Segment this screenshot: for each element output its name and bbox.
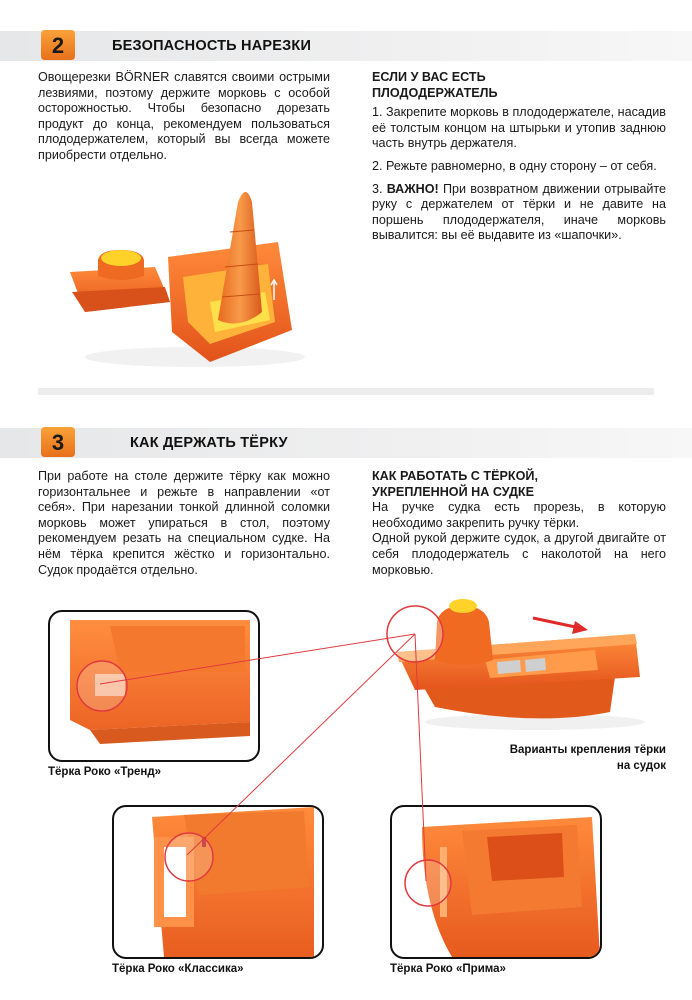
section-3-number: 3 <box>51 430 65 455</box>
step-3-prefix: 3. <box>372 181 387 196</box>
section-3-title: КАК ДЕРЖАТЬ ТЁРКУ <box>130 435 288 451</box>
step-3-important: ВАЖНО! <box>386 181 439 196</box>
step-3-text: При возвратном движении отрывайте руку с держателем от тёрки и не давите на поршень плододержателя, иначе морковь вывалится: вы её выдавите из «шапочки». <box>372 181 666 243</box>
section-3-subheading-line1: КАК РАБОТАТЬ С ТЁРКОЙ, <box>372 469 538 483</box>
callout-line-classic <box>187 634 415 855</box>
caption-prima: Тёрка Роко «Прима» <box>390 963 506 975</box>
step-1: 1. Закрепите морковь в плододержателе, насадив её толстым концом на штырьки и утопив заднюю часть внутрь держателя. <box>372 105 666 151</box>
section-2-subheading-line2: ПЛОДОДЕРЖАТЕЛЬ <box>372 85 498 100</box>
callout-line-prima <box>415 634 426 881</box>
section-2-number: 2 <box>51 33 65 58</box>
section-3-text-1: На ручке судка есть прорезь, в которую необходимо закрепить ручку тёрки. <box>372 500 666 530</box>
section-2-subheading-line1: ЕСЛИ У ВАС ЕСТЬ <box>372 70 486 84</box>
section-3-text-2: Одной рукой держите судок, а другой двигайте от себя плододержатель с наколотой на него морковью. <box>372 531 666 577</box>
caption-classic: Тёрка Роко «Классика» <box>112 963 244 975</box>
caption-main: Варианты крепления тёрки на судок <box>509 744 666 772</box>
section-3-intro-text: При работе на столе держите тёрку как можно горизонтальнее и режьте в направлении «от себя». При нарезании тонкой длинной соломки морковь может упираться в стол, поэтому рекомендуем резать на специальном судке. На нём тёрка крепится жёстко и горизонтально. Судок продаётся отдельно. <box>38 469 330 577</box>
section-3-subheading-line2: УКРЕПЛЕННОЙ НА СУДКЕ <box>372 484 535 499</box>
caption-trend: Тёрка Роко «Тренд» <box>48 766 162 778</box>
step-2: 2. Режьте равномерно, в одну сторону – от себя. <box>372 158 657 173</box>
callout-line-trend <box>100 634 415 684</box>
section-2-intro-text: Овощерезки BÖRNER славятся своими острыми лезвиями, поэтому держите морковь с особой осторожностью. Чтобы безопасно дорезать продукт до конца, рекомендуем пользоваться плододержателем, который вы всегда можете приобрести отдельно. <box>38 70 330 162</box>
section-2-title: БЕЗОПАСНОСТЬ НАРЕЗКИ <box>112 38 312 54</box>
